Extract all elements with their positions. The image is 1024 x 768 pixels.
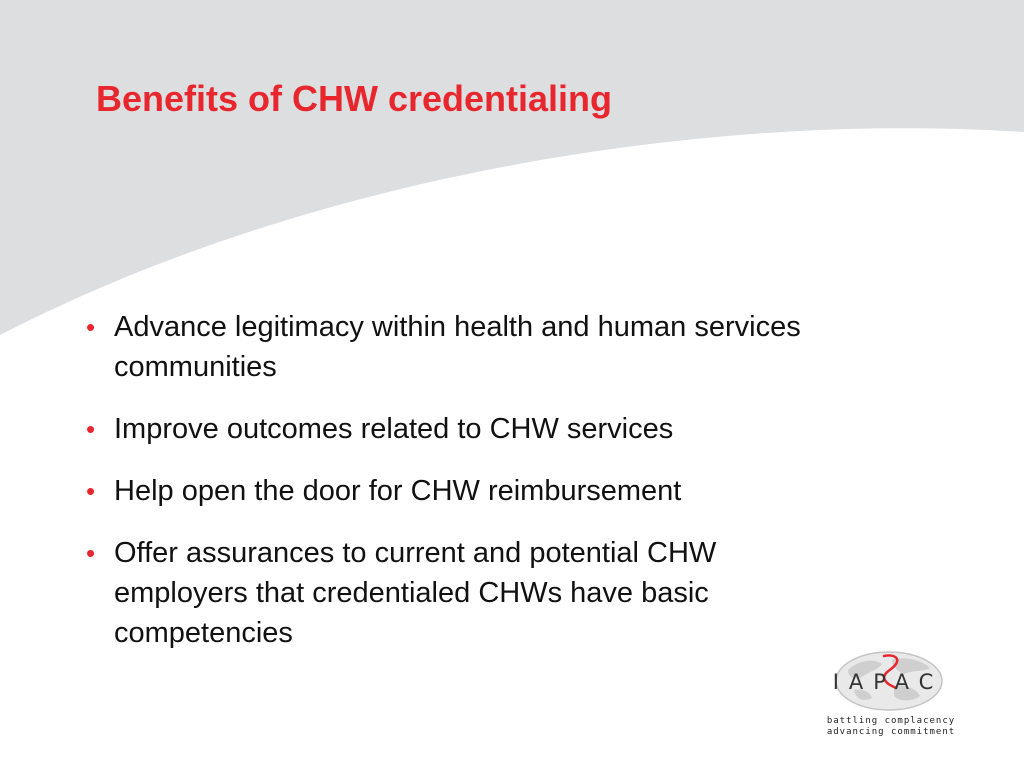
list-item	[84, 533, 844, 653]
list-item	[84, 307, 844, 387]
bullet-marker: •	[86, 476, 96, 506]
iapac-logo	[826, 650, 956, 742]
list-item	[84, 471, 844, 511]
bullet-marker: •	[86, 312, 96, 342]
slide-title: Benefits of CHW credentialing	[96, 78, 613, 119]
logo-tagline-2: advancing commitment	[826, 727, 956, 737]
logo-letters: IAPAC	[832, 670, 944, 694]
list-item	[84, 409, 844, 449]
bullet-marker: •	[86, 538, 96, 568]
logo-tagline-1: battling complacency	[826, 716, 956, 726]
bullet-list	[84, 307, 844, 675]
bullet-marker: •	[86, 414, 96, 444]
bullet-text: Advance legitimacy within health and human services communities	[114, 311, 801, 383]
bullet-text: Help open the door for CHW reimbursement	[114, 475, 682, 507]
bullet-text: Offer assurances to current and potential CHW employers that credentialed CHWs have basic competencies	[114, 537, 717, 649]
bullet-text: Improve outcomes related to CHW services	[114, 413, 674, 445]
